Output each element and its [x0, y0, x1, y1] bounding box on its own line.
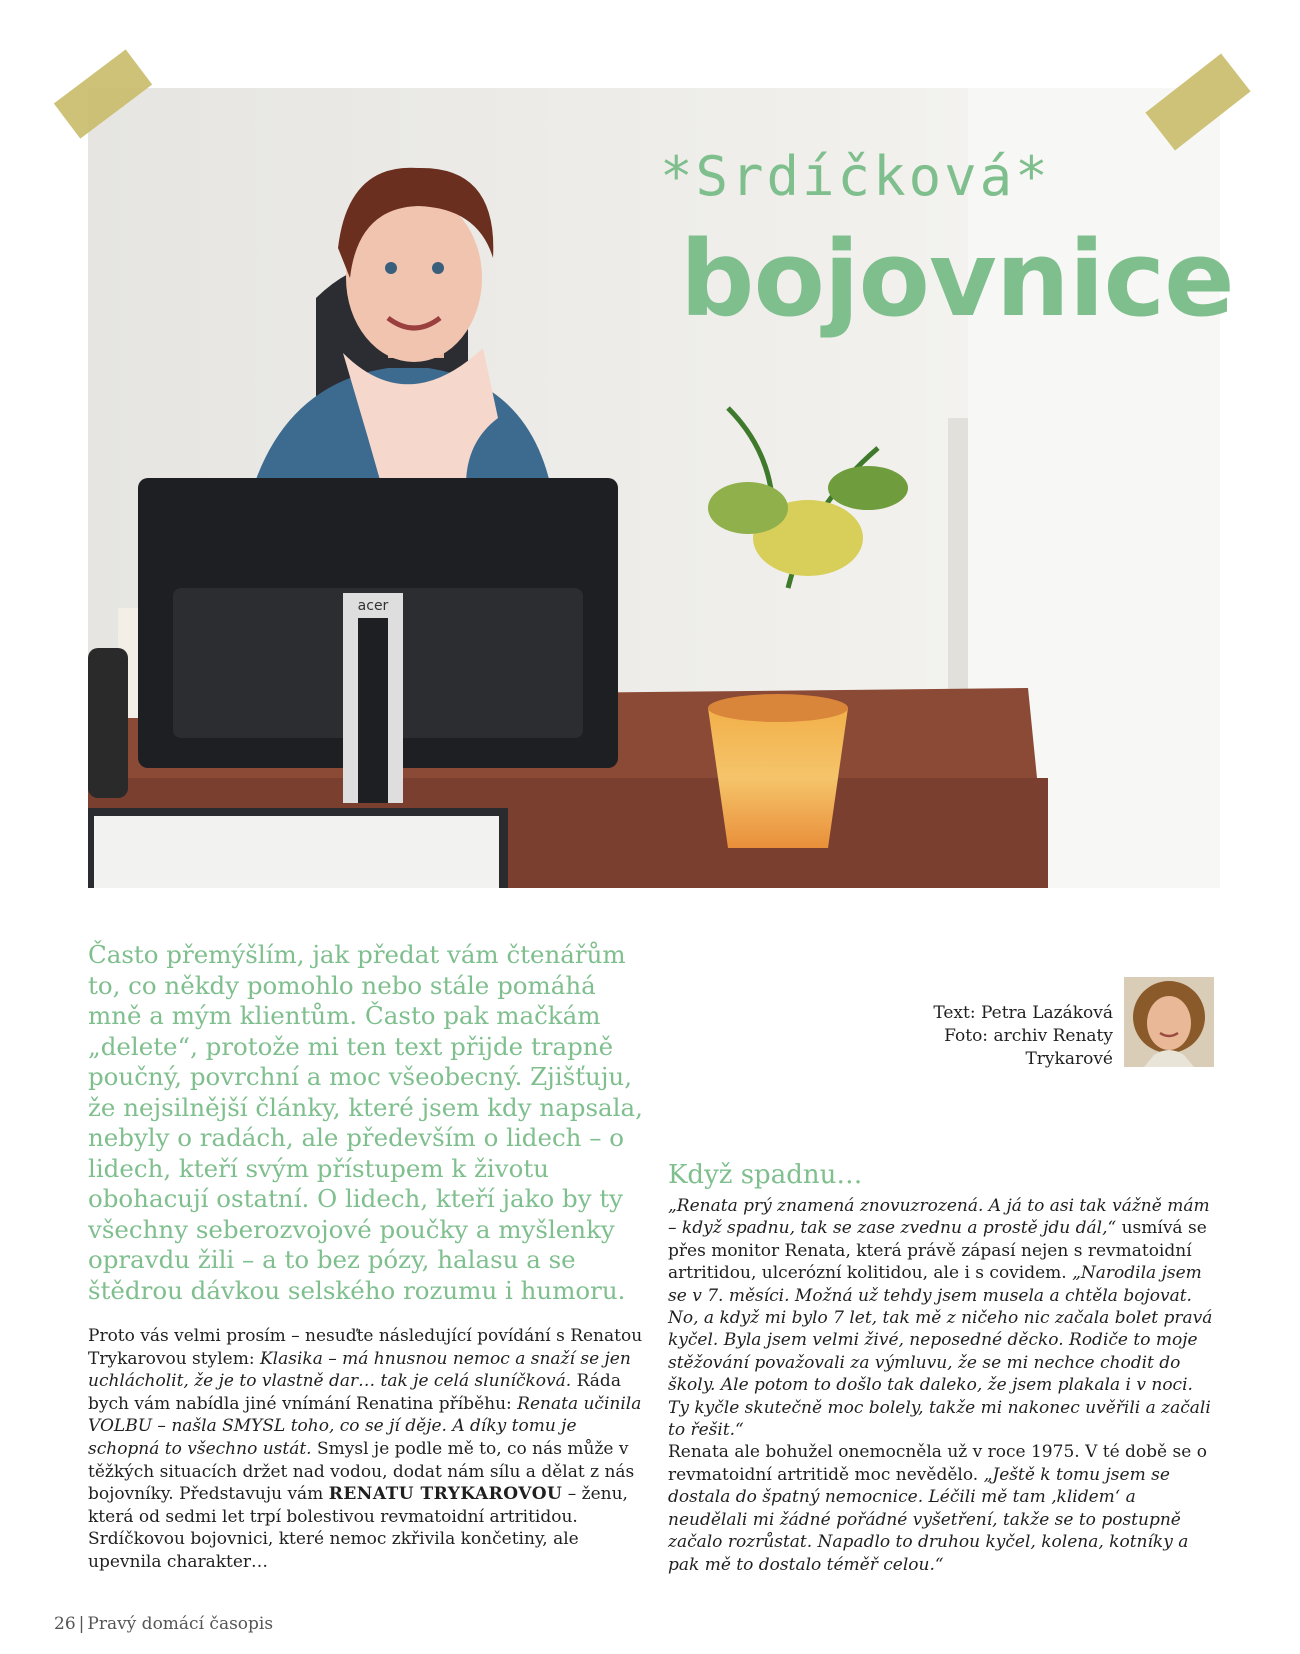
- author-portrait: [1124, 977, 1214, 1067]
- credits-block: [880, 1002, 1113, 1071]
- intro-paragraph: [88, 1325, 653, 1574]
- credit-photo-author: Foto: archiv Renaty Trykarové: [944, 1026, 1113, 1069]
- section-body: [668, 1195, 1216, 1576]
- footer-separator: |: [78, 1614, 85, 1634]
- page-number: 26: [54, 1614, 76, 1634]
- quote-2: „Narodila jsem se v 7. měsíci. Možná už tehdy jsem musela a chtěla bojovat. No, a když mi bylo 7 let, tak mě z ničeho nic začala bolet pravá kyčel. Byla jsem velmi živé, neposedné děcko. Rodiče to moje stěžování považovali za výmluvu, že se mi nechce chodit do školy. Ale potom to došlo tak daleko, že jsem plakala i v noci. Ty kyčle skutečně moc bolely, takže mi nakonec uvěřili a začali to řešit.“: [668, 1263, 1213, 1441]
- magazine-name: Pravý domácí časopis: [87, 1614, 274, 1634]
- intro-text-2: Ráda bych vám nabídla jiné vnímání Renatina příběhu:: [88, 1371, 621, 1414]
- monitor-brand-label: acer: [357, 598, 389, 614]
- hero-photo-illustration: [88, 88, 1220, 888]
- page-footer: [54, 1614, 273, 1634]
- credit-text-author: Text: Petra Lazáková: [933, 1003, 1113, 1023]
- author-portrait-illustration: [1124, 977, 1214, 1067]
- intro-text-1: Proto vás velmi prosím – nesuďte následující povídání s Renatou Trykarovou stylem:: [88, 1326, 643, 1369]
- section-text-1: usmívá se přes monitor Renata, která právě zápasí nejen s revmatoidní artritidou, ulcerózní kolitidou, ale i s covidem.: [668, 1218, 1207, 1284]
- intro-text-3: Smysl je podle mě to, co nás může v těžkých situacích držet nad vodou, dodat nám sílu a dělat z nás bojovníky. Představuju vám: [88, 1438, 635, 1505]
- intro-name: RENATU TRYKAROVOU: [328, 1484, 563, 1505]
- quote-3: „Ještě k tomu jsem se dostala do špatný nemocnice. Léčili mě tam ‚klidem‘ a neudělali mi žádné pořádné vyšetření, takže se to postupně začalo rozrůstat. Napadlo to druhou kyčel, kolena, kotníky a pak mě to dostalo téměř celou.“: [668, 1464, 1189, 1575]
- intro-text-4: – ženu, která od sedmi let trpí bolestivou revmatoidní artritidou. Srdíčkovou bojovnici, které nemoc zkřivila končetiny, ale upevnila charakter…: [88, 1484, 628, 1572]
- quote-1: „Renata prý znamená znovuzrozená. A já to asi tak vážně mám – když spadnu, tak se zase zvednu a prostě jdu dál,“: [668, 1196, 1210, 1239]
- section-heading: Když spadnu…: [668, 1160, 863, 1190]
- intro-italic-1: Klasika – má hnusnou nemoc a snaží se jen uchlácholit, že je to vlastně dar… tak je celá sluníčková.: [88, 1348, 631, 1392]
- section-text-2: Renata ale bohužel onemocněla už v roce 1975. V té době se o revmatoidní artritidě moc nevědělo.: [668, 1442, 1207, 1485]
- hero-photo: [88, 88, 1220, 888]
- intro-italic-2: Renata učinila VOLBU – našla SMYSL toho, co se jí děje. A díky tomu je schopná to všechno ustát.: [88, 1393, 642, 1459]
- lead-paragraph: Často přemýšlím, jak předat vám čtenářům to, co někdy pomohlo nebo stále pomáhá mně a mým klientům. Často pak mačkám „delete“, protože mi ten text přijde trapně poučný, povrchní a moc všeobecný. Zjišťuju, že nejsilnější články, které jsem kdy napsala, nebyly o radách, ale především o lidech – o lidech, kteří svým přístupem k životu obohacují ostatní. O lidech, kteří jako by ty všechny seberozvojové poučky a myšlenky opravdu žili – a to bez pózy, halasu a se štědrou dávkou selského rozumu i humoru.: [88, 940, 643, 1305]
- title-main-line: bojovnice: [680, 218, 1234, 340]
- title-top-line: *Srdíčková*: [660, 145, 1051, 208]
